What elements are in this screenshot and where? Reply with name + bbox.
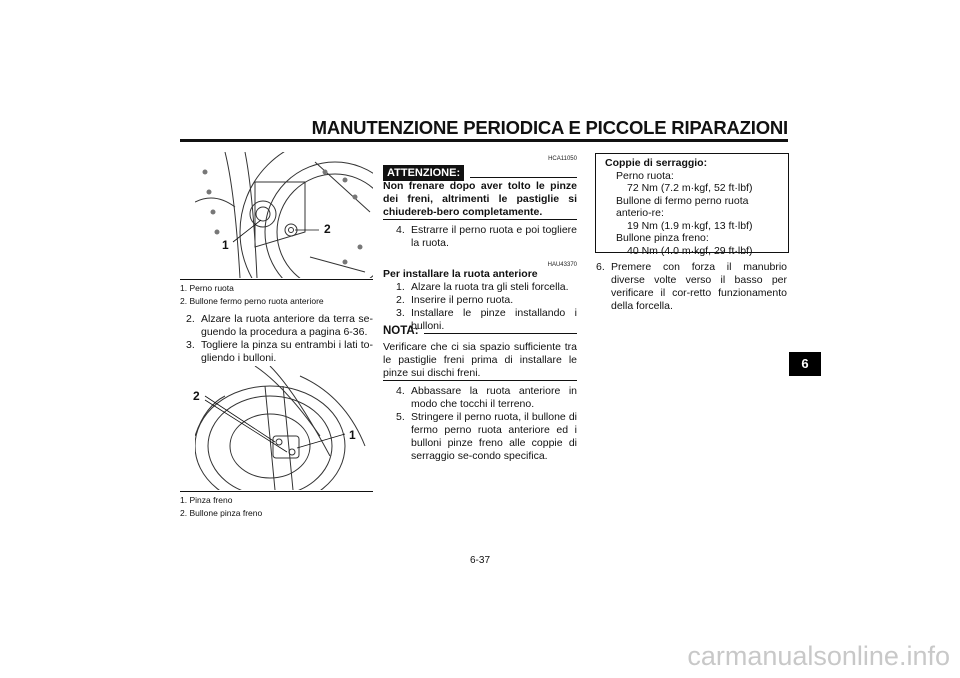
torque-title: Coppie di serraggio: — [605, 157, 708, 169]
caution-rule-top — [470, 177, 577, 178]
torque-item-name: Perno ruota: — [616, 169, 674, 182]
step-text: Inserire il perno ruota. — [411, 294, 514, 306]
torque-item-value: 40 Nm (4.0 m·kgf, 29 ft·lbf) — [627, 244, 753, 257]
step-text: Stringere il perno ruota, il bullone di fermo perno ruota anteriore ed i bulloni pinze freno alle coppie di serraggio se-condo specifica. — [411, 411, 577, 462]
figure-wheel-axle — [195, 152, 373, 278]
step-number: 1. — [396, 281, 405, 293]
figure1-callout-1: 1 — [222, 238, 229, 252]
list-item — [396, 411, 577, 463]
list-item — [596, 261, 787, 313]
step-text: Alzare la ruota anteriore da terra se-guendo la procedura a pagina 6-36. — [201, 313, 373, 338]
caution-text: Non frenare dopo aver tolto le pinze dei freni, altrimenti le pastiglie si chiudereb-bero completamente. — [383, 180, 577, 218]
install-heading: Per installare la ruota anteriore — [383, 268, 538, 280]
chapter-tab: 6 — [789, 352, 821, 376]
figure1-caption-1: 1. Perno ruota — [180, 283, 234, 293]
caution-label: ATTENZIONE: — [383, 165, 464, 181]
page-number: 6-37 — [469, 555, 490, 566]
list-item — [396, 385, 577, 411]
caution-rule-bottom — [383, 219, 577, 220]
step-number: 4. — [396, 385, 405, 397]
figure2-caption-2: 2. Bullone pinza freno — [180, 508, 263, 518]
list-item — [396, 294, 577, 307]
step-number: 4. — [396, 224, 405, 236]
step-number: 3. — [186, 339, 195, 351]
step-text: Premere con forza il manubrio diverse volte verso il basso per verificare il cor-retto funzionamento della forcella. — [611, 261, 787, 312]
list-item — [396, 224, 577, 250]
step-number: 3. — [396, 307, 405, 319]
step-text: Togliere la pinza su entrambi i lati to-gliendo i bulloni. — [201, 339, 373, 364]
step-text: Abbassare la ruota anteriore in modo che tocchi il terreno. — [411, 385, 577, 410]
figure2-callout-1: 1 — [349, 428, 356, 442]
torque-item-value: 72 Nm (7.2 m·kgf, 52 ft·lbf) — [627, 182, 753, 194]
figure2-callout-2: 2 — [193, 389, 200, 403]
step-number: 2. — [186, 313, 195, 325]
step-number: 2. — [396, 294, 405, 306]
caution-label-box — [383, 163, 464, 181]
install-code: HAU43370 — [547, 262, 577, 268]
figure1-caption-2: 2. Bullone fermo perno ruota anteriore — [180, 296, 324, 306]
figure1-callout-2: 2 — [324, 222, 331, 236]
step-text: Installare le pinze installando i bulloni. — [411, 307, 577, 332]
torque-item-name: Bullone di fermo perno ruota anterio-re: — [616, 194, 749, 219]
list-item — [186, 339, 373, 365]
figure2-caption-1: 1. Pinza freno — [180, 495, 233, 505]
list-item — [396, 281, 577, 294]
torque-item-value: 19 Nm (1.9 m·kgf, 13 ft·lbf) — [627, 219, 753, 232]
step-number: 6. — [596, 261, 605, 273]
figure-brake-caliper — [195, 366, 373, 490]
torque-item-name: Bullone pinza freno: — [616, 232, 709, 244]
step-number: 5. — [396, 411, 405, 423]
note-rule-bottom — [383, 380, 577, 381]
step-text: Alzare la ruota tra gli steli forcella. — [411, 281, 569, 293]
figure2-rule — [180, 491, 373, 492]
note-text: Verificare che ci sia spazio sufficiente tra le pastiglie freni prima di installare le pinze sui dischi freni. — [383, 341, 577, 379]
torque-specs-box — [595, 153, 789, 257]
page-title: MANUTENZIONE PERIODICA E PICCOLE RIPARAZIONI — [311, 117, 788, 138]
note-label: NOTA: — [383, 325, 419, 337]
list-item — [186, 313, 373, 339]
step-text: Estrarre il perno ruota e poi togliere la ruota. — [411, 224, 577, 249]
figure1-rule — [180, 279, 373, 280]
caution-code: HCA11050 — [548, 156, 577, 162]
list-item — [396, 307, 577, 333]
watermark: carmanualsonline.info — [687, 641, 950, 671]
note-rule-top — [424, 333, 577, 334]
title-rule — [180, 139, 788, 142]
